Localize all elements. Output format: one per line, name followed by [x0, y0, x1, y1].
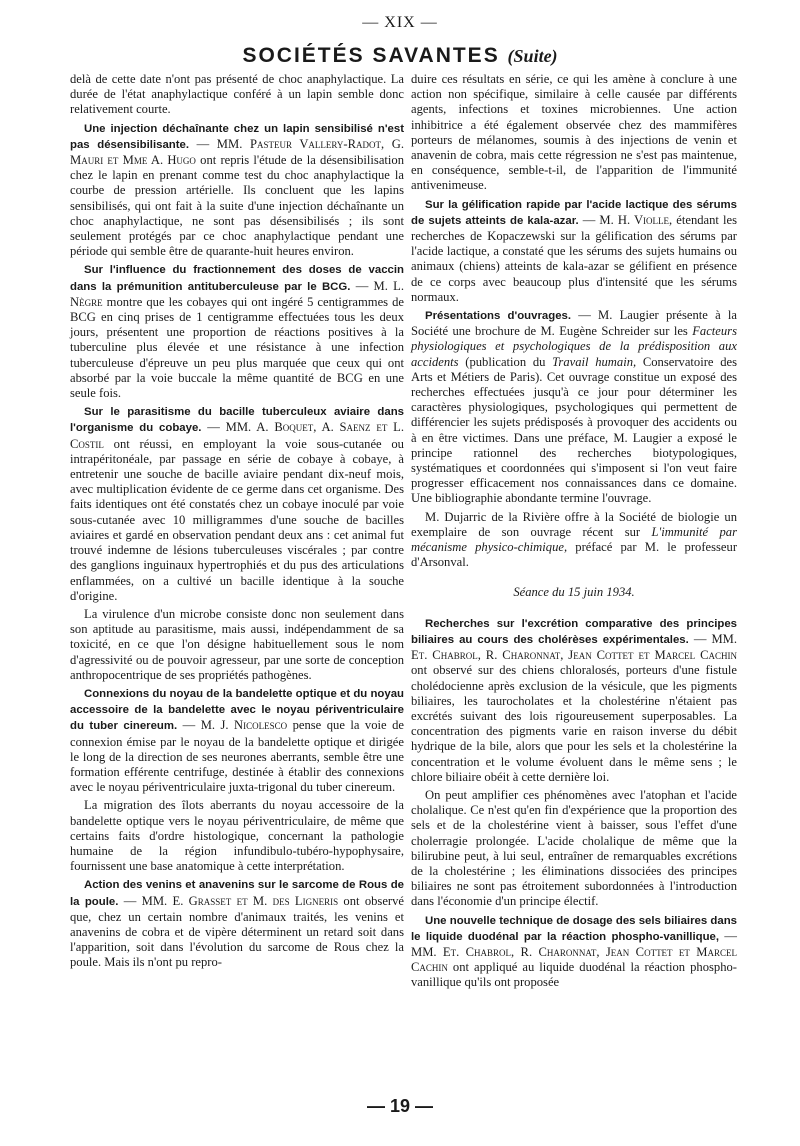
article-heading: Sur le parasitisme du bacille tuberculeux aviaire dans l'organisme du cobaye. — [70, 406, 404, 435]
article — [70, 404, 404, 604]
article-authors: — MM. A. Boquet, A. Saenz et L. Costil — [70, 420, 404, 451]
paragraph: La migration des îlots aberrants du noyau accessoire de la bandelette optique vers le noyau périventriculaire, de même que certains faits d'ordre histologique, concernant la pathologie humaine de la région infundibulo-tubéro-hypophysaire, fournissent une base anatomique à cette interprétation. — [70, 798, 404, 874]
article-heading: Connexions du noyau de la bandelette optique et du noyau accessoire de la bandelette avec le noyau périventriculaire du tuber cinereum. — [70, 687, 404, 733]
article-authors: — M. J. Nicolesco — [182, 718, 288, 733]
article-authors: — M. H. Violle, — [582, 212, 673, 227]
article — [411, 913, 737, 991]
section-title — [0, 44, 800, 68]
article-text: (publication du — [465, 354, 546, 369]
article-heading: Une injection déchaînante chez un lapin sensibilisé n'est pas désensibilisante. — [70, 122, 404, 151]
article-text: M. Dujarric de la Rivière offre à la Société de biologie un exemplaire de son ouvrage récent sur — [411, 509, 737, 539]
article-body: ont repris l'étude de la désensibilisation chez le lapin en prenant comme test du choc anaphylactique la courbe de pression artérielle. Ils concluent que les lapins sensibilisés, qui ont fait à la suite d'une injection déchaînante un choc anaphylactique, ne sont pas désensibilisés ; ils sont seulement protégés par ce choc anaphylactique pendant une période qui semble être de quarante-huit heures environ. — [70, 153, 404, 259]
paragraph: delà de cette date n'ont pas présenté de choc anaphylactique. La durée de l'état anaphylactique conféré à un lapin semble donc relativement courte. — [70, 72, 404, 117]
article-authors: — MM. E. Grasset et M. des Ligneris — [123, 893, 339, 908]
article — [70, 262, 404, 401]
article-authors: — M. L. Nègre — [70, 278, 404, 309]
article-body: pense que la voie de connexion émise par le noyau de la bandelette optique et dirigée le long de la direction de ses neurones aberrants, semble être une formation efférente centrifuge, destinée à établir des connexions avec le noyau périventriculaire juxta-trigonal du tuber cinereum. — [70, 718, 404, 795]
left-column — [70, 72, 404, 971]
paragraph: La virulence d'un microbe consiste donc non seulement dans son aptitude au parasitisme, mais aussi, indépendamment de sa toxicité, en ce que l'on désigne habituellement sous le nom d'agressivité ou de pouvoir agresseur, par une sorte de conception anthropocentrique de ses propriétés pathogènes. — [70, 606, 404, 682]
article — [411, 510, 737, 571]
article — [411, 616, 737, 785]
article-heading: Présentations d'ouvrages. — [425, 310, 572, 323]
article-heading: Une nouvelle technique de dosage des sels biliaires dans le liquide duodénal par la réaction phospho-vanillique, — [411, 914, 737, 943]
paragraph: On peut amplifier ces phénomènes avec l'atophan et l'acide cholalique. Ce n'est qu'en fin d'expérience que la proportion des sels et de la cholestérine vient à baisser, sous l'effet d'une cholerragie prolongée. L'acide cholalique de même que la bilirubine peut, à lui seul, entraîner de remarquables excrétions de la cholestérine ; les éliminations dissociées des principes biliaires ne sont pas étroitement subordonnées à l'introduction dans l'économie d'un principe électif. — [411, 787, 737, 909]
roman-page-number: — XIX — — [362, 14, 438, 31]
article-text: préfacé par M. le professeur d'Arsonval. — [411, 540, 738, 570]
article-text: Conservatoire des Arts et Métiers de Paris). Cet ouvrage constitue un exposé des recherches effectuées jusqu'à ce jour pour déterminer les caractères physiologiques, psychologiques qui permettent de différencier les sujets prédisposés à provoquer des accidents ou à en être victimes. Dans une préface, M. Laugier a exposé le principe rationnel des recherches biotypologiques, systématiques et coordonnées qui s'imposent si l'on veut faire progresser efficacement nos connaissances dans ce domaine. Une bibliographie abondante termine l'ouvrage. — [411, 354, 737, 506]
article — [70, 877, 404, 970]
article — [411, 197, 737, 305]
section-title-text: SOCIÉTÉS SAVANTES — [242, 44, 500, 67]
article-heading: Recherches sur l'excrétion comparative des principes biliaires au cours des cholérèses expérimentales. — [411, 617, 737, 646]
article-authors: — MM. Et. Chabrol, R. Charonnat, Jean Cottet et Marcel Cachin — [411, 631, 738, 663]
article-body: ont appliqué au liquide duodénal la réaction phospho-vanillique qu'ils ont proposée — [411, 960, 737, 990]
article-body: étendant les recherches de Kopaczewski sur la gélification des sérums par l'acide lactique, a constaté que les sérums des sujets humains ou animaux (chiens) atteints de kala-azar se gélifient en présence de ce corps avec beaucoup plus d'intensité que les sérums normaux. — [411, 212, 737, 304]
article — [70, 686, 404, 795]
article-body: montre que les cobayes qui ont ingéré 5 centigrammes de BCG en cinq prises de 1 centigramme effectuées tous les deux jours, présentent une proportion de réactions positives à la tuberculine plus élevée et une résistance à une infection tuberculeuse d'épreuve un peu plus marquée que ceux qui ont absorbé par la voie buccale la même quantité de BCG en une seule fois. — [70, 294, 404, 401]
article-text: — M. Laugier présente à la Société une brochure de M. Eugène Schreider sur les — [411, 308, 737, 339]
book-title: Facteurs physiologiques et psychologiques de la prédisposition aux accidents — [411, 324, 737, 369]
article-heading: Sur l'influence du fractionnement des doses de vaccin dans la prémunition antituberculeuse par le BCG. — [70, 264, 404, 293]
paragraph: duire ces résultats en série, ce qui les amène à conclure à une action non spécifique, similaire à celle causée par différents agents, infections et toxines microbiennes. Une action inhibitrice a été également observée chez des mammifères porteurs de mélanomes, soumis à des injections de venin et anavenin de cobra, mais cette régression ne s'est pas maintenue, en conséquence, semble-t-il, de l'apparition de l'immunité antivenimeuse. — [411, 72, 737, 193]
article-authors: — MM. Pasteur Vallery-Radot, G. Mauri et Mme A. Hugo — [70, 136, 404, 168]
section-title-suite: (Suite) — [507, 46, 558, 66]
article — [411, 308, 737, 507]
article — [70, 121, 404, 260]
article-authors: — MM. Et. Chabrol, R. Charonnat, Jean Cottet et Marcel Cachin — [411, 928, 737, 975]
book-title: L'immunité par mécanisme physico-chimique, — [411, 524, 737, 555]
session-date: Séance du 15 juin 1934. — [513, 584, 635, 599]
article-body: ont réussi, en employant la voie sous-cutanée ou intrapéritonéale, par passage en série de cobaye à cobaye, à entretenir une souche de bacille aviaire pendant dix-neuf mois, avec multiplication évidente de ce germe dans cet organisme. Des faits identiques ont été constatés chez un cobaye inoculé par voie sous-cutanée avec 10 milligrammes d'une souche de bacilles aviaires et gardé en observation pendant deux ans : cet animal fut trouvé indemne de lésions tuberculeuses viscérales ; par contre des ganglions inguinaux hypertrophiés et du pus des articulations enflammées, on a cultivé un bacille identique à la souche d'origine. — [70, 436, 404, 603]
right-column — [411, 72, 737, 991]
article-body: ont observé sur des chiens chloralosés, porteurs d'une fistule cholédocienne après exclusion de la vésicule, que les pigments biliaires, les taurocholates et la cholestérine n'étaient pas excrétés suivant des lois rigoureusement superposables. La concentration des pigments varie en raison inverse du débit hydrique de la bile, alors que pour les sels et la cholestérine la concentration et le volume évoluent dans le même sens ; le chlore biliaire obéit à cette dernière loi. — [411, 663, 737, 784]
article-heading: Sur la gélification rapide par l'acide lactique des sérums de sujets atteints de kala-azar. — [411, 198, 737, 227]
article-heading: Action des venins et anavenins sur le sarcome de Rous de la poule. — [70, 879, 404, 908]
journal-title: Travail humain, — [552, 354, 637, 369]
article-body: ont observé que, chez un certain nombre d'animaux traités, les venins et anavenins de cobra et de vipère déterminent un retard soit dans l'apparition, soit dans l'évolution du sarcome de Rous chez la poule. Mais ils n'ont pu repro- — [70, 893, 405, 970]
page-number: — 19 — — [366, 1096, 434, 1116]
